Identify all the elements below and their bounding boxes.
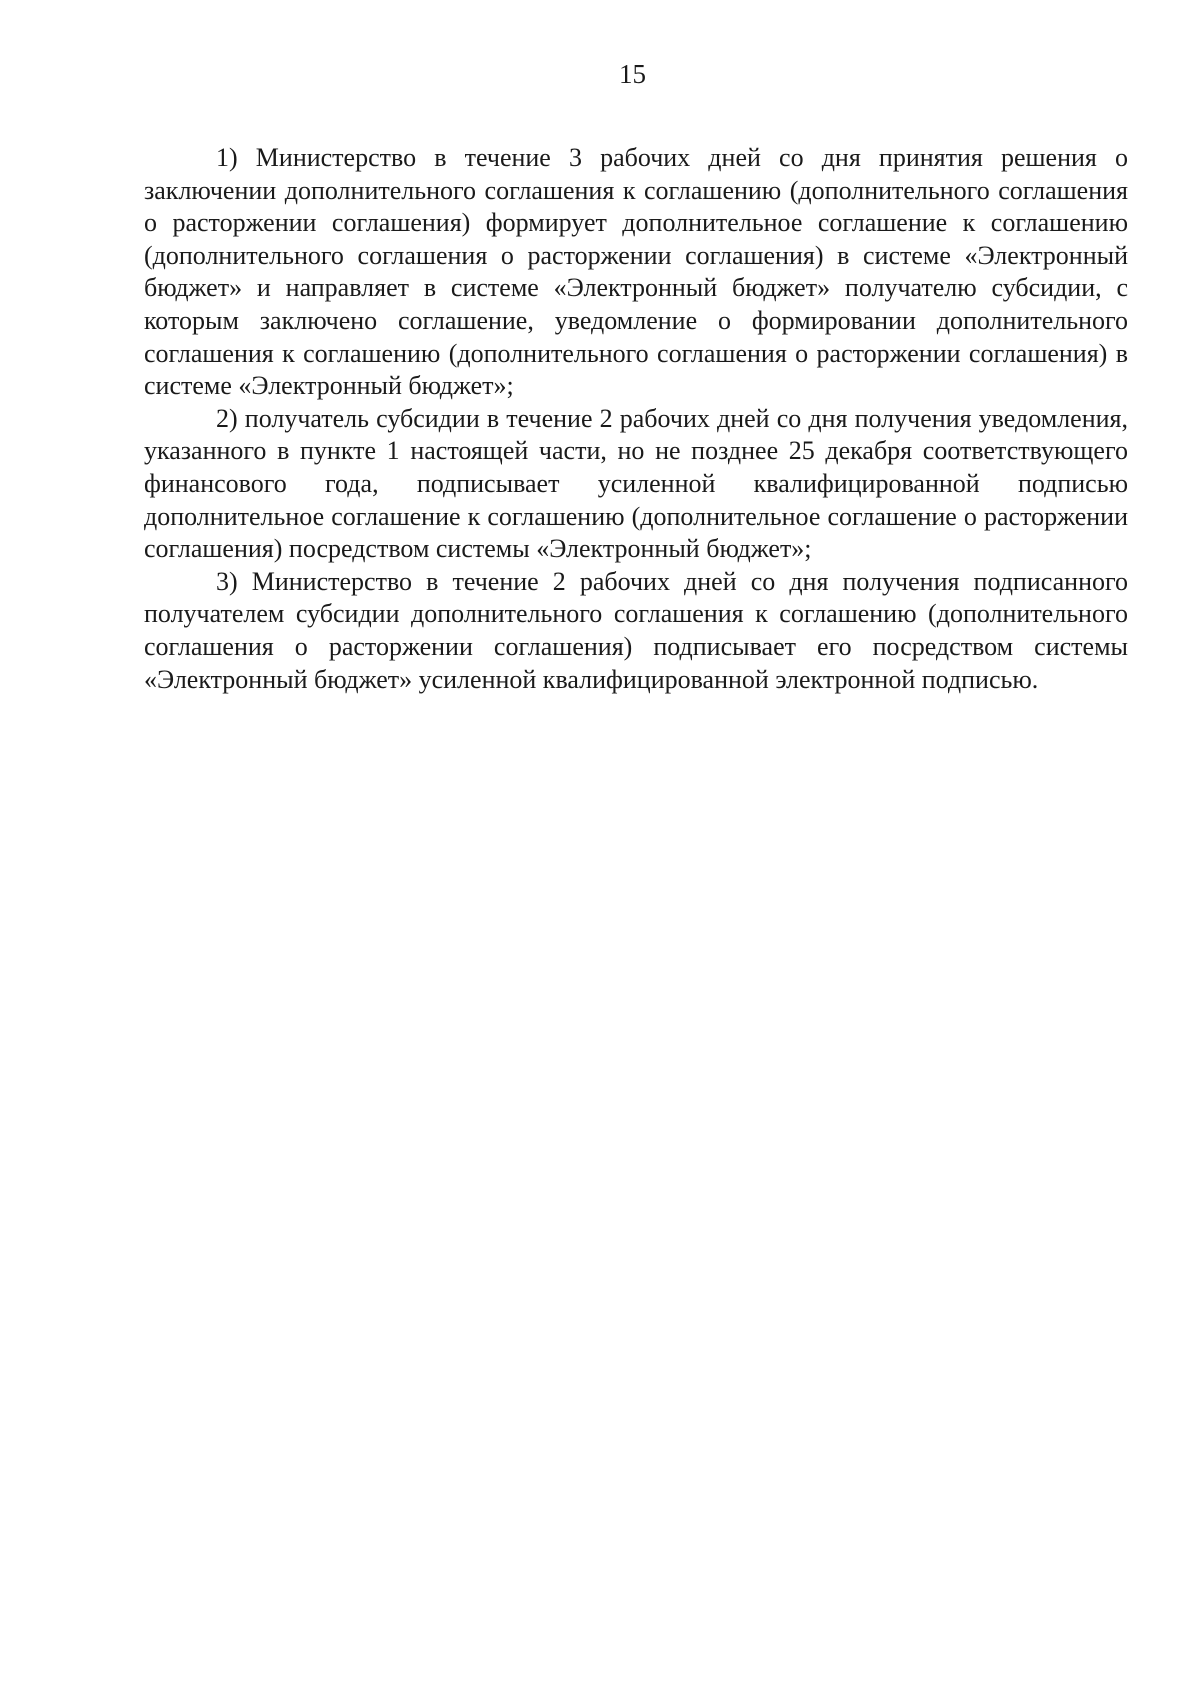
page-number: 15	[619, 59, 646, 89]
paragraph-item-3: 3) Министерство в течение 2 рабочих дней со дня получения подписанного получателем субсидии дополнительного соглашения к соглашению (дополнительного соглашения о расторжении соглашения) подписывает его посредством системы «Электронный бюджет» усиленной квалифицированной электронной подписью.	[144, 566, 1128, 694]
paragraph-item-1: 1) Министерство в течение 3 рабочих дней со дня принятия решения о заключении дополнительного соглашения к соглашению (дополнительного соглашения о расторжении соглашения) формирует дополнительное соглашение к соглашению (дополнительного соглашения о расторжении соглашения) в системе «Электронный бюджет» и направляет в системе «Электронный бюджет» получателю субсидии, с которым заключено соглашение, уведомление о формировании дополнительного соглашения к соглашению (дополнительного соглашения о расторжении соглашения) в системе «Электронный бюджет»;	[144, 143, 1128, 401]
paragraph-item-2: 2) получатель субсидии в течение 2 рабочих дней со дня получения уведомления, указанного в пункте 1 настоящей части, но не позднее 25 декабря соответствующего финансового года, подписывает усиленной квалифицированной подписью дополнительное соглашение к соглашению (дополнительное соглашение о расторжении соглашения) посредством системы «Электронный бюджет»;	[144, 403, 1128, 564]
document-body	[144, 142, 1128, 696]
